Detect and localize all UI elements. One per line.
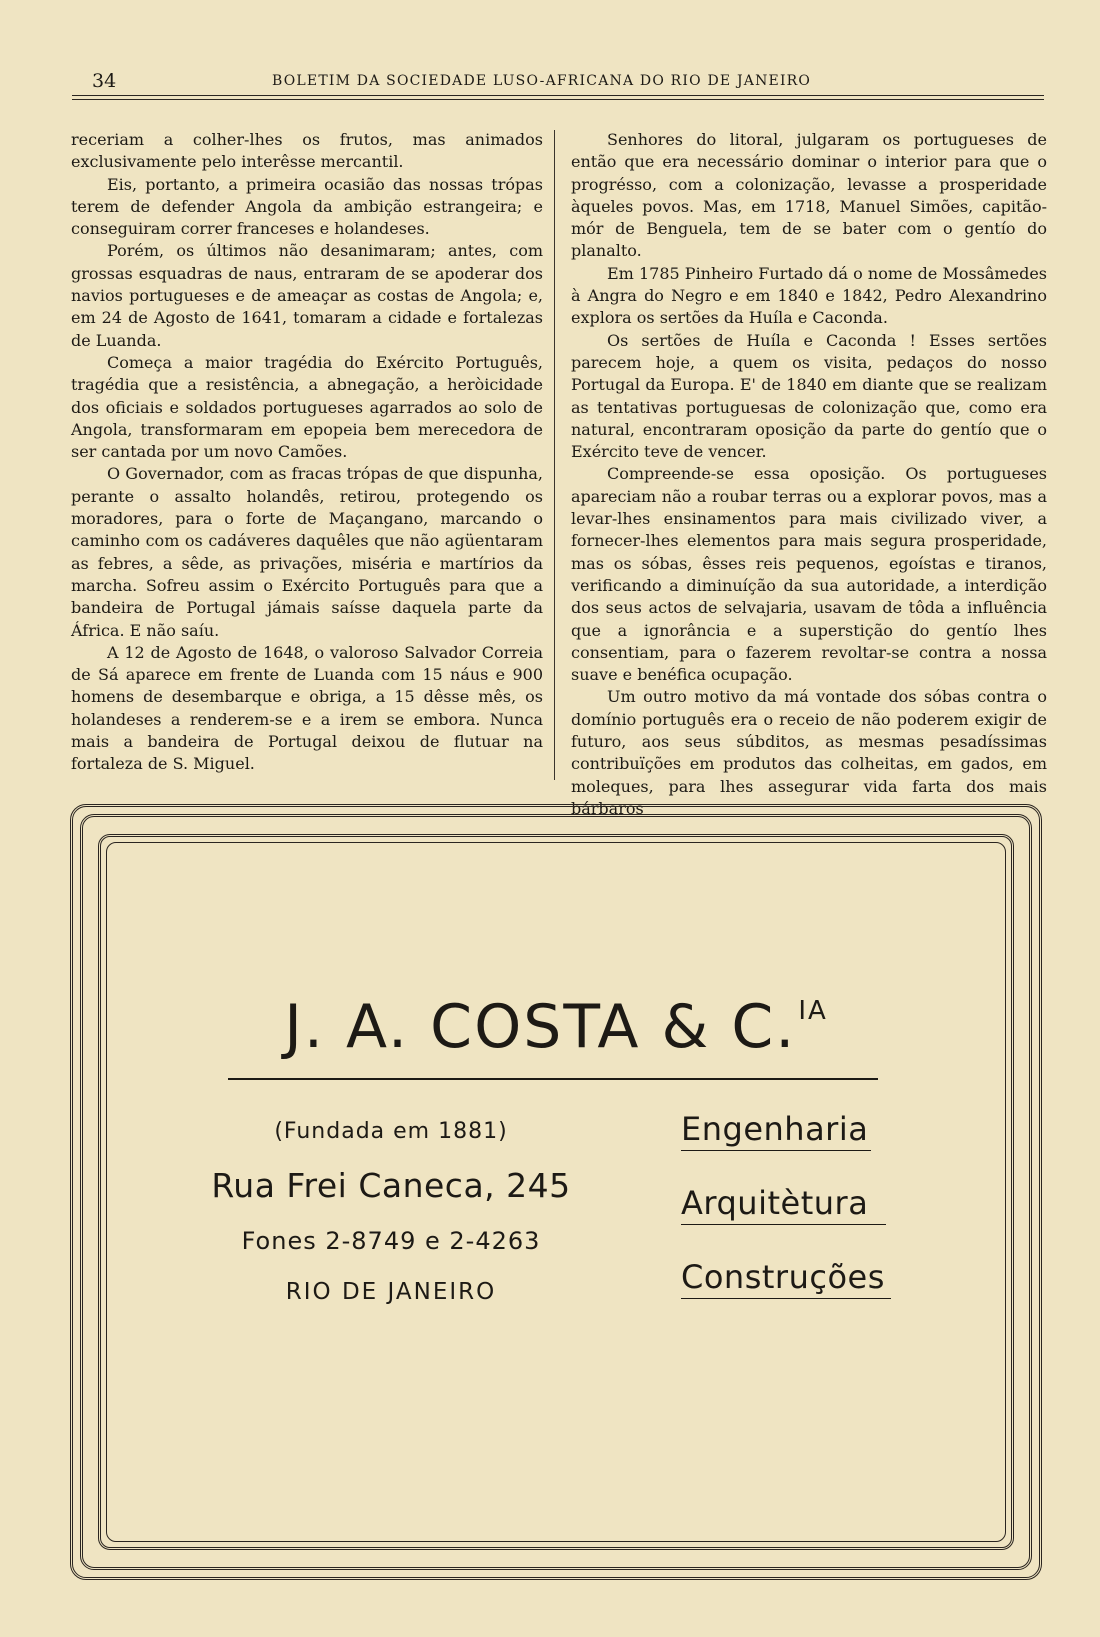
article-left-column [71, 129, 543, 776]
paragraph: A 12 de Agosto de 1648, o valoroso Salvador Correia de Sá aparece em frente de Luanda com 15 náus e 900 homens de desembarque e obriga, a 15 dêsse mês, os holandeses a renderem-se e a irem se embora. Nunca mais a bandeira de Portugal deixou de flutuar na fortaleza de S. Miguel. [71, 642, 543, 774]
company-address: Rua Frei Caneca, 245 [211, 1166, 571, 1205]
header-rule-double [72, 99, 1044, 100]
header-rule [72, 95, 1044, 96]
paragraph: receriam a colher-lhes os frutos, mas animados exclusivamente pelo interêsse mercantil. [71, 130, 543, 172]
company-name [106, 992, 1006, 1062]
article-right-column [571, 129, 1047, 820]
paragraph: Porém, os últimos não desanimaram; antes, com grossas esquadras de naus, entraram de se apoderar dos navios portugueses e de ameaçar as costas de Angola; e, em 24 de Agosto de 1641, tomaram a cidade e fortalezas de Luanda. [71, 241, 543, 350]
company-contact [176, 1107, 606, 1305]
company-name-rule [228, 1078, 878, 1080]
paragraph: Senhores do litoral, julgaram os portugueses de então que era necessário dominar o interior para que o progrésso, com a colonização, levasse a prosperidade àqueles povos. Mas, em 1718, Manuel Simões, capitão-mór de Benguela, tem de se bater com o gentío do planalto. [571, 130, 1047, 261]
paragraph: Os sertões de Huíla e Caconda ! Esses sertões parecem hoje, a quem os visita, pedaços do nosso Portugal da Europa. E' de 1840 em diante que se realizam as tentativas portuguesas de colonização que, como era natural, encontraram oposição da parte do gentío que o Exército teve de vencer. [571, 330, 1047, 462]
company-name-text: J. A. COSTA & C. [284, 992, 797, 1062]
paragraph: Começa a maior tragédia do Exército Português, tragédia que a resistência, a abnegação, a heròicidade dos oficiais e soldados portugueses agarrados ao solo de Angola, transformaram em epopeia bem merecedora de ser cantada por um novo Camões. [71, 352, 543, 462]
paragraph: Compreende-se essa oposição. Os portugueses apareciam não a roubar terras ou a explorar povos, mas a levar-lhes ensinamentos para mais civilizado viver, a fornecer-lhes elementos para mais segura prosperidade, mas os sóbas, êsses reis pequenos, egoístas e tiranos, verificando a diminuíção da sua autoridade, a interdição dos seus actos de selvajaria, usavam de tôda a influência que a ignorância e a superstição do gentío lhes consentiam, para o fazerem revoltar-se contra a nossa suave e benéfica ocupação. [571, 464, 1047, 685]
service-item: Arquitètura [681, 1184, 886, 1225]
paragraph: Em 1785 Pinheiro Furtado dá o nome de Mossâmedes à Angra do Negro e em 1840 e 1842, Pedro Alexandrino explora os sertões da Huíla e Caconda. [571, 263, 1047, 328]
paragraph: Eis, portanto, a primeira ocasião das nossas trópas terem de defender Angola da ambição estrangeira; e conseguiram correr franceses e holandeses. [71, 174, 543, 239]
founded-year: (Fundada em 1881) [274, 1119, 508, 1144]
company-city: RIO DE JANEIRO [285, 1279, 497, 1305]
page-number: 34 [92, 70, 117, 92]
company-suffix: IA [798, 996, 828, 1026]
services-list [681, 1110, 891, 1332]
paragraph: O Governador, com as fracas trópas de que dispunha, perante o assalto holandês, retirou, protegendo os moradores, para o forte de Maçangano, marcando o caminho com os cadáveres daquêles que não agüentaram as febres, a sêde, as privações, miséria e martírios da marcha. Sofreu assim o Exército Português para que a bandeira de Portugal jámais saísse daquela parte da África. E não saíu. [71, 464, 543, 640]
paragraph: Um outro motivo da má vontade dos sóbas contra o domínio português era o receio de não poderem exigir de futuro, aos seus súbditos, as mesmas pesadíssimas contribuïções em produtos das colheitas, em gados, em moleques, para lhes assegurar vida farta dos mais bárbaros [571, 687, 1047, 818]
service-item: Engenharia [681, 1110, 871, 1151]
running-header [72, 70, 1044, 94]
advertisement [70, 804, 1042, 1580]
ad-content [106, 842, 1006, 1542]
company-phones: Fones 2-8749 e 2-4263 [241, 1227, 541, 1255]
service-item: Construções [681, 1258, 891, 1299]
column-divider [554, 130, 555, 780]
running-title: BOLETIM DA SOCIEDADE LUSO-AFRICANA DO RIO DE JANEIRO [272, 73, 812, 89]
